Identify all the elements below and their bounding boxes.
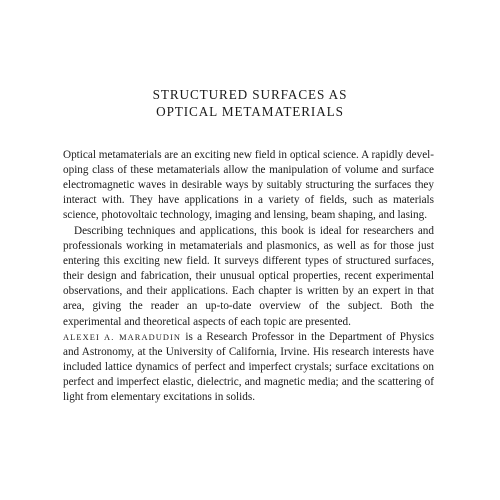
book-title bbox=[0, 86, 500, 120]
author-bio bbox=[63, 330, 434, 405]
description-text-1: Optical metamaterials are an exciting new field in optical science. A rapidly developing class of these metamaterials allow the manipulation of volume and surface electromagnetic waves in desirable ways by suitably structuring the surfaces they interact with. They have applications in a variety of fields, such as materials science, photovoltaic technology, imaging and lensing, beam shaping, and lasing. bbox=[63, 149, 434, 222]
book-title-line-1: STRUCTURED SURFACES AS bbox=[152, 87, 348, 102]
author-name: ALEXEI A. MARADUDIN bbox=[63, 333, 182, 342]
description-paragraph-1 bbox=[63, 148, 434, 223]
book-title-line-2: OPTICAL METAMATERIALS bbox=[156, 104, 344, 119]
description-text-2: Describing techniques and applications, this book is ideal for researchers and professionals working in metamaterials and plasmonics, as well as for those just entering this exciting new field. It surveys different types of structured surfaces, their design and fabrication, their unusual optical properties, recent experimental observations, and their applications. Each chapter is written by an expert in that area, giving the reader an up-to-date overview of the subject. Both the experimental and theoretical aspects of each topic are presented. bbox=[63, 225, 434, 328]
author-bio-body: is a Research Professor in the Department of Physics and Astronomy, at the University of California, Irvine. His research interests have included lattice dynamics of perfect and imperfect crystals; surface excitations on perfect and imperfect elastic, dielectric, and magnetic media; and the scattering of light from elementary excitations in solids. bbox=[63, 331, 434, 404]
author-bio-text bbox=[63, 330, 434, 405]
description-paragraph-2 bbox=[63, 224, 434, 330]
